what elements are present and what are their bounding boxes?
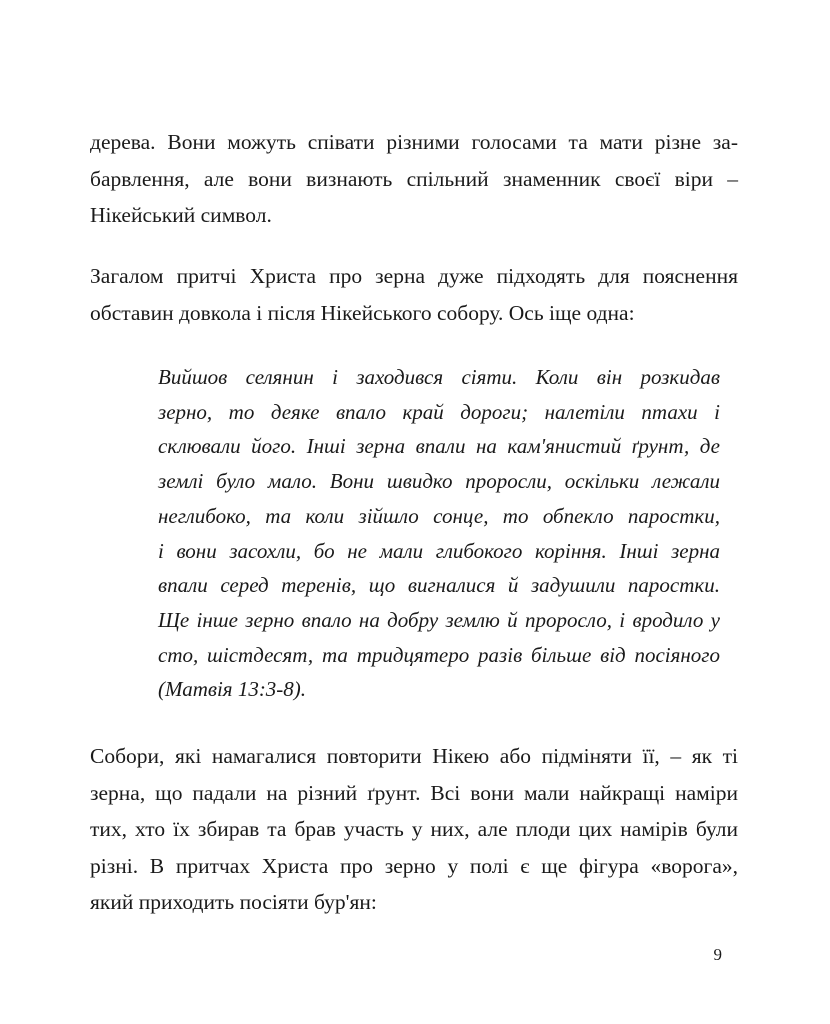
quote-line: неглибоко, та коли зійшло сонце, то обпекло паростки, [158,503,720,528]
text-line: барвлення, але вони визнають спільний знаменник своєї віри – [90,166,738,191]
quote-line: впали серед теренів, що вигналися й задушили паростки. [158,573,720,598]
text-line: який приходить посіяти бур'ян: [90,890,377,914]
text-line: Собори, які намагалися повторити Нікею або підміняти її, – як ті [90,744,738,768]
paragraph-parables-intro [90,258,738,331]
text-line: зерна, що падали на різний ґрунт. Всі вони мали найкращі наміри [90,780,738,805]
parable-quote [158,360,720,707]
quote-line: Вийшов селянин і заходився сіяти. Коли він розкидав [158,365,720,389]
quote-line: склювали його. Інші зерна впали на кам'янистий ґрунт, де [158,434,720,459]
quote-line: сто, шістдесят, та тридцятеро разів більше від посіяного [158,642,720,667]
paragraph-trees-voices [90,124,738,234]
text-line: Нікейський символ. [90,203,272,227]
page-number: 9 [713,945,722,964]
text-line: тих, хто їх збирав та брав участь у них, але плоди цих намірів були [90,817,738,841]
quote-citation: (Матвія 13:3-8). [158,677,307,702]
quote-line: землі було мало. Вони швидко проросли, оскільки лежали [158,469,720,494]
paragraph-councils [90,738,738,921]
text-line: дерева. Вони можуть співати різними голосами та мати різне за- [90,130,738,154]
quote-line: Ще інше зерно впало на добру землю й проросло, і вродило у [158,607,720,632]
text-line: обставин довкола і після Нікейського собору. Ось іще одна: [90,300,635,325]
text-line: Загалом притчі Христа про зерна дуже підходять для пояснення [90,264,738,288]
text-line: різні. В притчах Христа про зерно у полі є ще фігура «ворога», [90,853,738,878]
quote-line: і вони засохли, бо не мали глибокого коріння. Інші зерна [158,538,720,563]
quote-line: зерно, то деяке впало край дороги; налетіли птахи і [158,399,720,424]
